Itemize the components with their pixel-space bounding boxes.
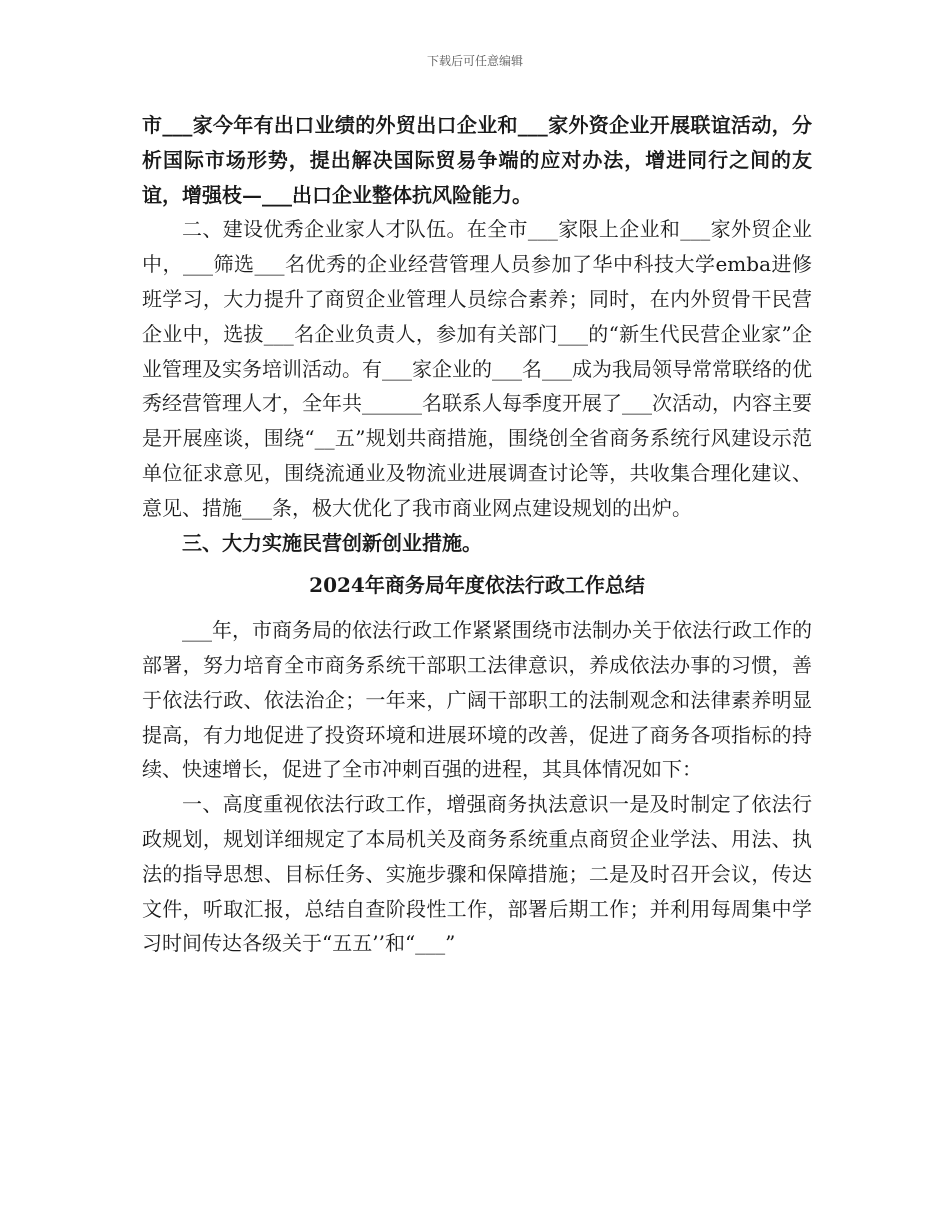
paragraph-point-one: 一、高度重视依法行政工作，增强商务执法意识一是及时制定了依法行政规划，规划详细规定了本局机关及商务系统重点商贸企业学法、用法、执法的指导思想、目标任务、实施步骤和保障措施；二是及时召开会议，传达文件，听取汇报，总结自查阶段性工作，部署后期工作；并利用每周集中学习时间传达各级关于“五五’’和“___” (142, 792, 812, 956)
document-title: 2024年商务局年度依法行政工作总结 (309, 573, 645, 598)
page-header: 下载后可任意编辑 (426, 54, 523, 68)
paragraph-entrepreneur-team: 二、建设优秀企业家人才队伍。在全市___家限上企业和___家外贸企业中，___筛选___名优秀的企业经营管理人员参加了华中科技大学emba进修班学习，大力提升了商贸企业管理人员综合素养；同时，在内外贸骨干民营企业中，选拔___名企业负责人，参加有关部门___的“新生代民营企业家”企业管理及实务培训活动。有___家企业的___名___成为我局领导常常联络的优秀经营管理人才，全年共______名联系人每季度开展了___次活动，内容主要是开展座谈，围绕“__五”规划共商措施，围绕创全省商务系统行风建设示范单位征求意见，围绕流通业及物流业进展调查讨论等，共收集合理化建议、意见、措施___条，极大优化了我市商业网点建设规划的出炉。 (142, 217, 812, 520)
document-body (142, 108, 812, 961)
paragraph-intro: ___年，市商务局的依法行政工作紧紧围绕市法制办关于依法行政工作的部署，努力培育全市商务系统干部职工法律意识，养成依法办事的习惯，善于依法行政、依法治企；一年来，广阔干部职工的法制观念和法律素养明显提高，有力地促进了投资环境和进展环境的改善，促进了商务各项指标的持续、快速增长，促进了全市冲刺百强的进程，其具体情况如下： (142, 618, 812, 782)
paragraph-continuation: 市___家今年有出口业绩的外贸出口企业和___家外资企业开展联谊活动，分析国际市场形势，提出解决国际贸易争端的应对办法，增进同行之间的友谊，增强枝—___出口企业整体抗风险能力。 (142, 113, 812, 207)
paragraph-section-three-heading: 三、大力实施民营创新创业措施。 (182, 530, 482, 555)
